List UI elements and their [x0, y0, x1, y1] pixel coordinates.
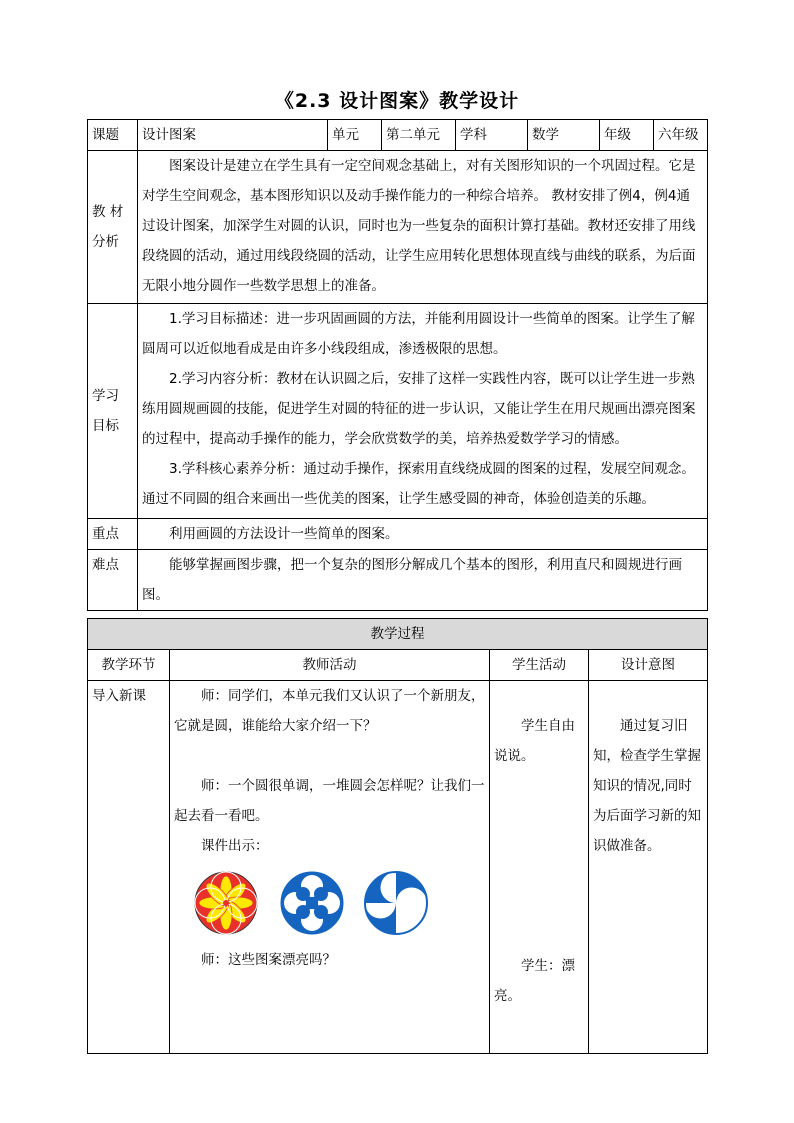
header-teacher: 教师活动 — [170, 650, 490, 681]
analysis-label-line2: 分析 — [92, 234, 119, 250]
topic-label: 课题 — [88, 120, 138, 151]
header-intent: 设计意图 — [589, 650, 708, 681]
goals-label-line2: 目标 — [92, 418, 119, 434]
intent-text: 通过复习旧知，检查学生掌握知识的情况,同时为后面学习新的知识做准备。 — [593, 718, 701, 854]
unit-label: 单元 — [328, 120, 382, 151]
subject-label: 学科 — [456, 120, 528, 151]
goals-row — [88, 304, 708, 519]
teacher-cell — [170, 681, 490, 1054]
analysis-row — [88, 151, 708, 304]
goals-label — [88, 304, 138, 519]
process-table — [87, 618, 708, 1054]
analysis-label-line1: 教 材 — [92, 204, 124, 220]
analysis-text-cell — [138, 151, 708, 304]
difficulty-row — [88, 550, 708, 611]
student-line-1: 学生自由说说。 — [494, 718, 575, 764]
grade-value: 六年级 — [654, 120, 708, 151]
key-row — [88, 519, 708, 550]
pattern-svg — [194, 867, 434, 939]
analysis-label — [88, 151, 138, 304]
process-title: 教学过程 — [88, 619, 708, 650]
difficulty-label: 难点 — [88, 550, 138, 611]
teacher-line-3: 课件出示： — [201, 838, 269, 854]
teacher-line-4: 师：这些图案漂亮吗？ — [201, 952, 336, 968]
goal-paragraph-1: 1.学习目标描述：进一步巩固画圆的方法，并能利用圆设计一些简单的图案。让学生了解圆周可以近似地看成是由许多小线段组成，渗透极限的思想。 — [142, 311, 695, 357]
header-stage: 教学环节 — [88, 650, 170, 681]
unit-value: 第二单元 — [382, 120, 456, 151]
process-header-row — [88, 650, 708, 681]
teacher-line-2: 师：一个圆很单调，一堆圆会怎样呢？让我们一起去看一看吧。 — [174, 778, 485, 824]
process-body-row — [88, 681, 708, 1054]
pinwheel-pattern-icon — [365, 872, 427, 934]
topic-value: 设计图案 — [138, 120, 328, 151]
student-cell — [490, 681, 589, 1054]
goals-label-line1: 学习 — [92, 388, 119, 404]
info-table — [87, 119, 708, 611]
grade-label: 年级 — [600, 120, 654, 151]
page-title: 《2.3 设计图案》教学设计 — [274, 90, 520, 112]
goal-paragraph-3: 3.学科核心素养分析：通过动手操作，探索用直线绕成圆的图案的过程，发展空间观念。通过不同圆的组合来画出一些优美的图案，让学生感受圆的神奇，体验创造美的乐趣。 — [142, 461, 695, 507]
flower-pattern-icon — [195, 872, 257, 934]
goals-text-cell — [138, 304, 708, 519]
key-label: 重点 — [88, 519, 138, 550]
difficulty-text-cell — [138, 550, 708, 611]
goal-paragraph-2: 2.学习内容分析：教材在认识圆之后，安排了这样一实践性内容，既可以让学生进一步熟练用圆规画圆的技能，促进学生对圆的特征的进一步认识，又能让学生在用尺规画出漂亮图案的过程中，提高动手操作的能力，学会欣赏数学的美，培养热爱数学学习的情感。 — [142, 371, 696, 447]
subject-value: 数学 — [528, 120, 600, 151]
teacher-line-1: 师：同学们，本单元我们又认识了一个新朋友，它就是圆，谁能给大家介绍一下？ — [174, 688, 485, 734]
pattern-images — [174, 867, 485, 945]
header-student: 学生活动 — [490, 650, 589, 681]
key-text: 利用画圆的方法设计一些简单的图案。 — [169, 526, 399, 542]
student-line-2: 学生：漂亮。 — [494, 958, 575, 1004]
stage-cell: 导入新课 — [88, 681, 170, 1054]
info-row — [88, 120, 708, 151]
four-petal-pattern-icon — [281, 872, 343, 934]
key-text-cell — [138, 519, 708, 550]
intent-cell — [589, 681, 708, 1054]
difficulty-text: 能够掌握画图步骤，把一个复杂的图形分解成几个基本的图形，利用直尺和圆规进行画图。 — [142, 557, 682, 603]
analysis-text: 图案设计是建立在学生具有一定空间观念基础上，对有关图形知识的一个巩固过程。它是对学生空间观念，基本图形知识以及动手操作能力的一种综合培养。 教材安排了例4，例4通过设计图案，加深学生对圆的认识，同时也为一些复杂的面积计算打基础。教材还安排了用线段绕圆的活动，通过用线段绕圆的活动，让学生应用转化思想体现直线与曲线的联系，为后面无限小地分圆作一些数学思想上的准备。 — [142, 158, 696, 294]
process-title-row — [88, 619, 708, 650]
